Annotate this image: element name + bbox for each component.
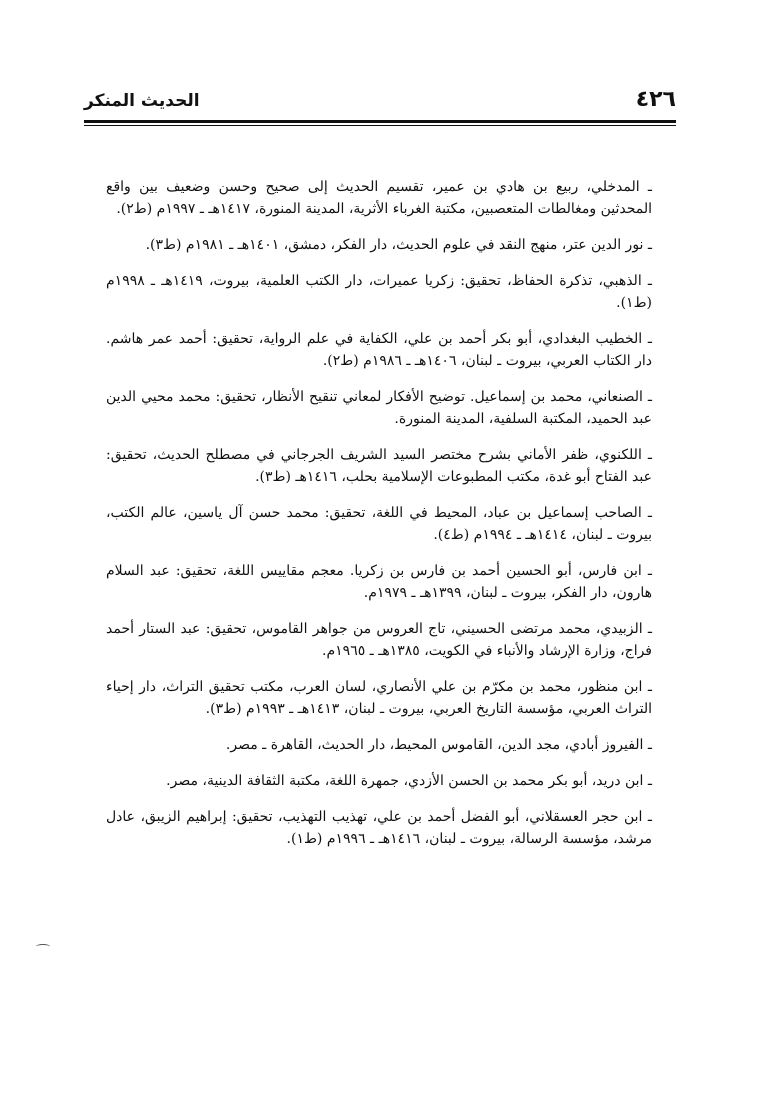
reference-item: ـ الصنعاني، محمد بن إسماعيل. توضيح الأفكار لمعاني تنقيح الأنظار، تحقيق: محمد محيي الدين عبد الحميد، المكتبة السلفية، المدينة المنورة. — [106, 389, 652, 427]
margin-pencil-mark — [36, 944, 50, 949]
reference-item: ـ المدخلي، ربيع بن هادي بن عمير، تقسيم الحديث إلى صحيح وحسن وضعيف بين واقع المحدثين ومغالطات المتعصبين، مكتبة الغرباء الأثرية، المدينة المنورة، ١٤١٧هـ ـ ١٩٩٧م (ط٢). — [106, 179, 652, 217]
reference-item: ـ الخطيب البغدادي، أبو بكر أحمد بن علي، الكفاية في علم الرواية، تحقيق: أحمد عمر هاشم. دار الكتاب العربي، بيروت ـ لبنان، ١٤٠٦هـ ـ ١٩٨٦م (ط٢). — [106, 331, 652, 369]
reference-item: ـ الذهبي، تذكرة الحفاظ، تحقيق: زكريا عميرات، دار الكتب العلمية، بيروت، ١٤١٩هـ ـ ١٩٩٨م (ط١). — [106, 273, 652, 311]
reference-item: ـ اللكنوي، ظفر الأماني بشرح مختصر السيد الشريف الجرجاني في مصطلح الحديث، تحقيق: عبد الفتاح أبو غدة، مكتب المطبوعات الإسلامية بحلب، ١٤١٦هـ (ط٣). — [106, 447, 652, 485]
reference-item: ـ ابن دريد، أبو بكر محمد بن الحسن الأزدي، جمهرة اللغة، مكتبة الثقافة الدينية، مصر. — [166, 773, 652, 789]
reference-item: ـ الفيروز أبادي، مجد الدين، القاموس المحيط، دار الحديث، القاهرة ـ مصر. — [225, 737, 652, 753]
reference-item: ـ ابن فارس، أبو الحسين أحمد بن فارس بن زكريا. معجم مقاييس اللغة، تحقيق: عبد السلام هارون، دار الفكر، بيروت ـ لبنان، ١٣٩٩هـ ـ ١٩٧٩م. — [106, 563, 652, 601]
header-rule-thick — [84, 120, 676, 123]
running-title: الحديث المنكر — [84, 91, 200, 111]
page-header — [84, 86, 676, 116]
reference-item: ـ نور الدين عتر، منهج النقد في علوم الحديث، دار الفكر، دمشق، ١٤٠١هـ ـ ١٩٨١م (ط٣). — [145, 237, 652, 253]
reference-item: ـ الصاحب إسماعيل بن عباد، المحيط في اللغة، تحقيق: محمد حسن آل ياسين، عالم الكتب، بيروت ـ لبنان، ١٤١٤هـ ـ ١٩٩٤م (ط٤). — [106, 505, 652, 543]
page-number: ٤٢٦ — [635, 87, 676, 112]
reference-list — [106, 176, 652, 864]
reference-item: ـ الزبيدي، محمد مرتضى الحسيني، تاج العروس من جواهر القاموس، تحقيق: عبد الستار أحمد فراج، وزارة الإرشاد والأنباء في الكويت، ١٣٨٥هـ ـ ١٩٦٥م. — [106, 621, 652, 659]
reference-item: ـ ابن حجر العسقلاني، أبو الفضل أحمد بن علي، تهذيب التهذيب، تحقيق: إبراهيم الزيبق، عادل مرشد، مؤسسة الرسالة، بيروت ـ لبنان، ١٤١٦هـ ـ ١٩٩٦م (ط١). — [106, 809, 652, 847]
reference-item: ـ ابن منظور، محمد بن مكرّم بن علي الأنصاري، لسان العرب، مكتب تحقيق التراث، دار إحياء التراث العربي، مؤسسة التاريخ العربي، بيروت ـ لبنان، ١٤١٣هـ ـ ١٩٩٣م (ط٣). — [106, 679, 652, 717]
header-rule-thin — [84, 125, 676, 126]
